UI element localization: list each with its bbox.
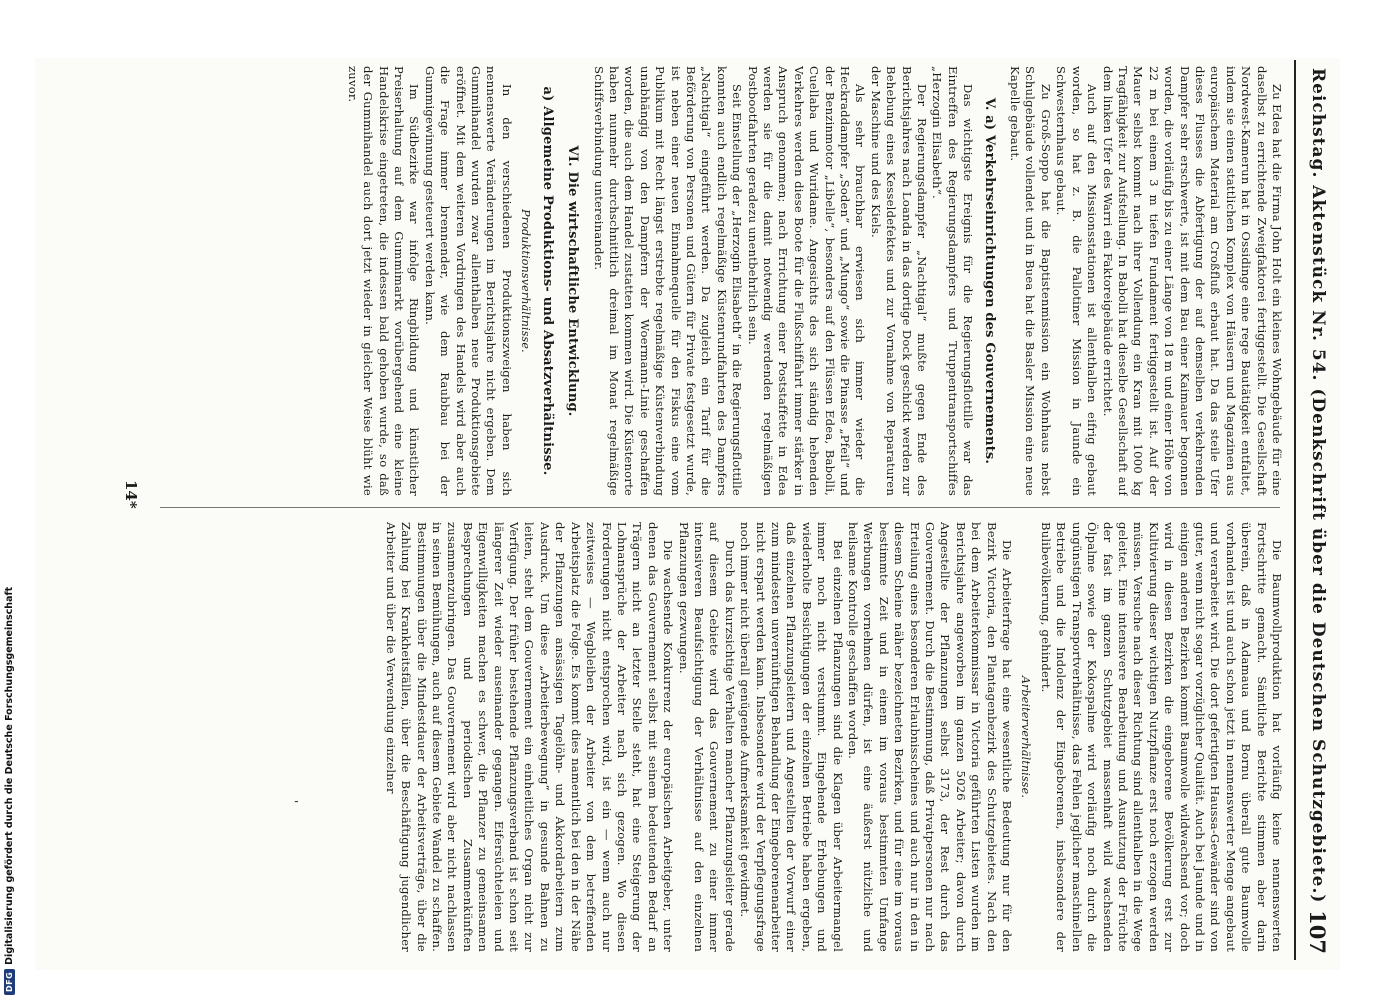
digitization-credit (2, 0, 16, 995)
left-paragraph: Zu Edea hat die Firma John Holt ein kleines Wohngebäude für eine daselbst zu errichtende Zweigfaktorei fertiggestellt. Die Gesellschaft Nordwest-Kamerun hat in Ossidinge eine rege Bautätigkeit entfaltet, indem sie einen stattlichen Komplex von Häusern und Magazinen aus europäischem Material am Croßfluß erbaut hat. Da das steile Ufer dieses Flusses die Abfertigung der auf demselben verkehrenden Dampfer sehr erschwerte, ist mit dem Bau einer Kaimauer begonnen worden, die vorläufig bis zu einer Länge von 18 m und einer Höhe von 22 m bei einem 3 m tiefen Fundament fertiggestellt ist. Auf der Mauer selbst kommt nach ihrer Vollendung ein Kran mit 1000 kg Tragfähigkeit zur Aufstellung. In Babolli hat dieselbe Gesellschaft auf dem linken Ufer des Warri ein Faktoreigebäude errichtet. (1100, 66, 1284, 496)
left-paragraph: Zu Groß-Soppo hat die Baptistenmission ein Wohnhaus nebst Schulgebäude vollendet und in Buea hat die Basler Mission eine neue Kapelle gebaut. (1008, 66, 1053, 496)
left-paragraph: Seit Einstellung der „Herzogin Elisabeth“ in die Regierungsflottille konnten auch endlich regelmäßige Küstenrundfahrten des Dampfers „Nachtigal“ eingeführt werden. Da zugleich ein Tarif für die Beförderung von Personen und Gütern für Private festgesetzt wurde, ist neben einer neuen Einnahmequelle für den Fiskus eine vom Publikum mit Recht längst erstrebte regelmäßige Küstenverbindung unabhängig von den Dampfern der Woermann-Linie geschaffen worden, die auch dem Handel zustatten kommen wird. Die Küstenorte haben nunmehr durchschnittlich dreimal im Monat regelmäßige Schiffsverbindung untereinander. (591, 66, 745, 496)
credit-text: Digitalisierung gefördert durch die Deutsche Forschungsgemeinschaft (3, 586, 15, 965)
rotated-page-content (70, 60, 1340, 960)
right-paragraph: Die Arbeiterfrage hat eine wesentliche Bedeutung nur für den Bezirk Victoria, den Plantagenbezirk des Schutzgebietes. Nach den bei dem Arbeiterkommissar in Victoria geführten Listen wurden im Berichtsjahre angeworben im ganzen 5026 Arbeiter; davon durch Angestellte der Pflanzungen selbst 3173, der Rest durch das Gouvernement. Durch die Bestimmung, daß Privatpersonen nur nach Erteilung eines besonderen Erlaubnisscheines und auch nur in den in diesem Scheine näher bezeichneten Bezirken, und für eine im voraus bestimmte Zeit und in einem im voraus bestimmten Umfange Werbungen vornehmen dürfen, ist eine äußerst nützliche und heilsame Kontrolle geschaffen worden. (846, 522, 1015, 952)
left-paragraph: Der Regierungsdampfer „Nachtigal“ mußte gegen Ende des Berichtsjahres nach Loanda in das dortige Dock geschickt werden zur Behebung eines Kesseldefektes und zur Vornahme von Reparaturen der Maschine und des Kiels. (868, 66, 930, 496)
right-paragraph: Bei einzelnen Pflanzungen sind die Klagen über Arbeitermangel immer noch nicht verstummt. Eingehende Erhebungen und wiederholte Besichtigungen der einzelnen Betriebe haben ergeben, daß einzelnen Pflanzungsleitern und Angestellten der Vorwurf einer zum mindesten unvernünftigen Behandlung der Eingeborenenarbeiter nicht erspart werden kann. Insbesondere wird der Verpflegungsfrage noch immer nicht überall genügende Aufmerksamkeit gewidmet. (738, 522, 845, 952)
left-paragraph: Im Südbezirke war infolge Ringbildung und künstlicher Preiserhaltung auf dem Gummimarkt vorübergehend eine kleine Handelskrise eingetreten, die indessen bald gehoben wurde, so daß der Gummihandel auch dort jetzt wieder in gleicher Weise blüht wie zuvor. (345, 66, 422, 496)
right-subsection-heading: Arbeiterverhältnisse. (1019, 675, 1033, 799)
column-divider (160, 507, 1280, 508)
right-paragraph: Die wachsende Konkurrenz der europäischen Arbeitgeber, unter denen das Gouvernement selbst mit seinem bedeutenden Bedarf an Trägern nicht an letzter Stelle steht, hat eine Steigerung der Lohnansprüche der Arbeiter nach sich gezogen. Wo diesen Forderungen nicht entsprochen wird, ist ein — wenn auch nur zeitweises — Wegbleiben der Arbeiter von dem betreffenden Arbeitsplatz die Folge. Es kommt dies namentlich bei den in der Nähe der Pflanzungen ansässigen Tagelöhn- und Akkordarbeitern zum Ausdruck. Um diese „Arbeiterbewegung“ in gesunde Bahnen zu leiten, steht dem Gouvernement ein einheitliches Organ nicht zur Verfügung. Der früher bestehende Pflanzungsverband ist schon seit längerer Zeit wieder auseinander gegangen. Eifersüchteleien und Eigenwilligkeiten machen es schwer, die Pflanzer zu gemeinsamen Besprechungen und periodischen Zusammenkünften zusammenzubringen. Das Gouvernement wird aber nicht nachlassen in seinen Bemühungen, auch auf diesem Gebiete Wandel zu schaffen. Bestimmungen über die Mindestdauer der Arbeitsverträge, über die Zahlung bei Krankheitsfällen, über die Beschäftigung jugendlicher Arbeiter und über die Verwendung einzelner (383, 522, 676, 952)
left-paragraph: Auch auf den Missionsstationen ist allenthalben eifrig gebaut worden, so hat z. B. die Pallotiner Mission in Jaunde ein Schwesternhaus gebaut. (1054, 66, 1100, 496)
page-header (1294, 60, 1340, 960)
left-section-heading: a) Allgemeine Produktions- und Absatzverhältnisse. (539, 86, 555, 476)
left-section-heading: VI. Die wirtschaftliche Entwicklung. (565, 145, 581, 417)
left-column (154, 66, 1284, 496)
left-paragraph: Als sehr brauchbar erwiesen sich immer wieder die Heckraddampfer „Soden“ und „Mungo“ sowie die Pinasse „Pfeil“ und der Benzinmotor „Libelle“, besonders auf den Flüssen Edea, Babolli, Cuellaba und Wuridame. Angesichts des sich ständig hebenden Verkehres werden diese Boote für die Flußschiffahrt immer stärker in Anspruch genommen; nach Errichtung einer Poststaffette in Edea werden sie für die damit notwendig werdenden regelmäßigen Postbootfahrten geradezu unentbehrlich sein. (745, 66, 868, 496)
left-paragraph: In den verschiedenen Produktionszweigen haben sich nennenswerte Veränderungen im Berichtsjahre nicht ergeben. Dem Gummihandel wurden zwar allenthalben neue Produktionsgebiete eröffnet. Mit dem weiteren Vordringen des Handels wird aber auch die Frage immer brennender, wie dem Raubbau bei der Gummigewinnung gesteuert werden kann. (422, 66, 514, 496)
running-title: Reichstag. Aktenstück Nr. 54. (Denkschrift über die Deutschen Schutzgebiete.) (1308, 68, 1328, 904)
dfg-logo: DFG (4, 969, 15, 995)
right-paragraph: Durch das kurzsichtige Verhalten mancher Pflanzungsleiter gerade auf diesem Gebiete wird das Gouvernement zu einer immer intensiveren Beaufsichtigung der Verhältnisse auf den einzelnen Pflanzungen gezwungen. (676, 522, 737, 952)
sheet-signature: 14* (122, 480, 140, 509)
left-section-heading: V. a) Verkehrseinrichtungen des Gouvernements. (981, 97, 997, 465)
left-subsection-heading: Produktionsverhältnisse. (519, 209, 533, 353)
right-paragraph: Die Baumwollproduktion hat vorläufig keine nennenswerten Fortschritte gemacht. Sämtliche Berichte stimmen aber darin überein, daß in Adamaua und Bornu überall gute Baumwolle vorhanden ist und auch schon jetzt in nennenswerter Menge angebaut und verarbeitet wird. Die dort gefertigten Haussa-Gewänder sind von guter, wenn nicht sogar vorzüglicher Qualität. Auch bei Jaunde und in einigen anderen Bezirken kommt Baumwolle wildwachsend vor; doch wird in diesen Bezirken die eingeborene Bevölkerung erst zur Kultivierung dieser wichtigen Nutzpflanze erst noch erzogen werden müssen. Versuche nach dieser Richtung sind allenthalben in die Wege geleitet. Eine intensivere Bearbeitung und Ausnutzung der Früchte der fast im ganzen Schutzgebiet massenhaft wild wachsenden Ölpalme sowie der Kokospalme wird vorläufig noch durch die ungünstigen Transportverhältnisse, das Fehlen jeglicher maschinellen Betriebe und die Indolenz der Eingeborenen, insbesondere der Bulibevölkerung, gehindert. (1038, 522, 1284, 952)
margin-mark: ' (286, 800, 300, 804)
left-paragraph: Das wichtigste Ereignis für die Regierungsflottille war das Eintreffen des Regierungsdampfers und Truppentransportschiffes „Herzogin Elisabeth“. (930, 66, 976, 496)
right-column (154, 522, 1284, 952)
page-number: 107 (1305, 910, 1331, 954)
